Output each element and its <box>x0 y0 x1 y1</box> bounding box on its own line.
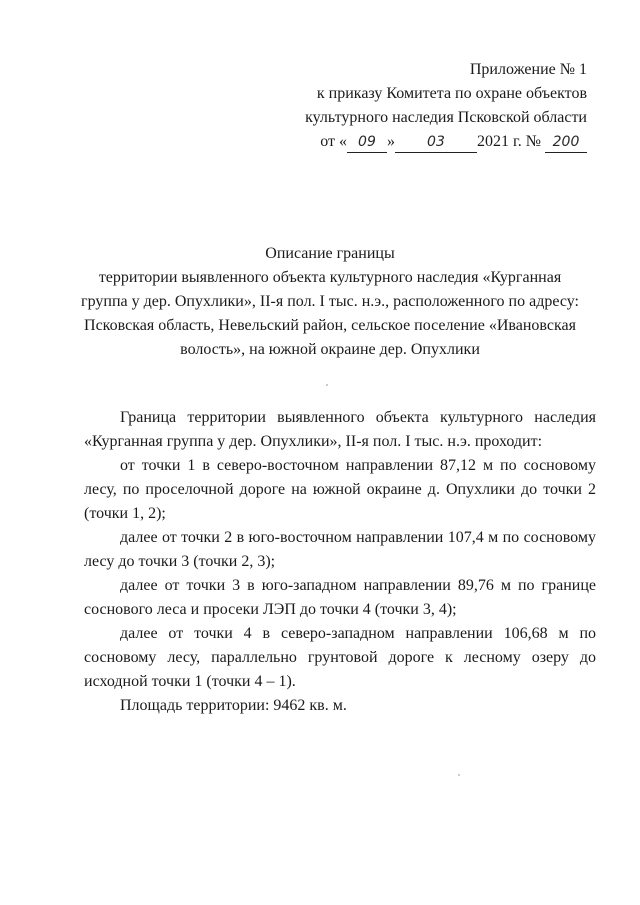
document-title <box>70 242 590 362</box>
appendix-committee-line: культурного наследия Псковской области <box>305 109 587 126</box>
handwritten-order-number: 200 <box>545 134 587 153</box>
segment-3-paragraph: далее от точки 3 в юго-западном направлении 89,76 м по границе соснового леса и просеки ЛЭП до точки 4 (точки 3, 4); <box>84 577 596 618</box>
segment-4-paragraph: далее от точки 4 в северо-западном направлении 106,68 м по сосновому лесу, параллельно грунтовой дороге к лесному озеру до исходной точки 1 (точки 4 – 1). <box>84 625 596 690</box>
scan-speck <box>326 384 328 386</box>
title-line-2: территории выявленного объекта культурного наследия «Курганная <box>98 269 562 286</box>
title-line-5: волость», на южной окраине дер. Опухлики <box>180 341 480 358</box>
boundary-description <box>84 406 596 718</box>
title-line-3: группа у дер. Опухлики», II-я пол. I тыс. н.э., расположенного по адресу: <box>81 293 579 310</box>
handwritten-day: 09 <box>347 134 387 153</box>
appendix-header <box>267 58 587 154</box>
segment-2-paragraph: далее от точки 2 в юго-восточном направлении 107,4 м по сосновому лесу до точки 3 (точки 2, 3); <box>84 529 596 570</box>
intro-paragraph: Граница территории выявленного объекта культурного наследия «Курганная группа у дер. Опухлики», II-я пол. I тыс. н.э. проходит: <box>84 409 596 450</box>
date-prefix: от « <box>320 133 347 150</box>
segment-1-paragraph: от точки 1 в северо-восточном направлении 87,12 м по сосновому лесу, по проселочной дороге на южной окраине д. Опухлики до точки 2 (точки 1, 2); <box>84 457 596 522</box>
area-paragraph: Площадь территории: 9462 кв. м. <box>120 697 347 714</box>
appendix-date-line <box>267 130 587 154</box>
title-line-4: Псковская область, Невельский район, сельское поселение «Ивановская <box>84 317 576 334</box>
appendix-title: Приложение № 1 <box>469 61 587 78</box>
scan-speck <box>458 774 460 776</box>
date-day-close: » <box>386 133 395 150</box>
handwritten-month: 03 <box>395 134 477 153</box>
appendix-order-line: к приказу Комитета по охране объектов <box>316 85 587 102</box>
date-year-number: 2021 г. № <box>476 133 541 150</box>
title-line-1: Описание границы <box>265 245 395 262</box>
